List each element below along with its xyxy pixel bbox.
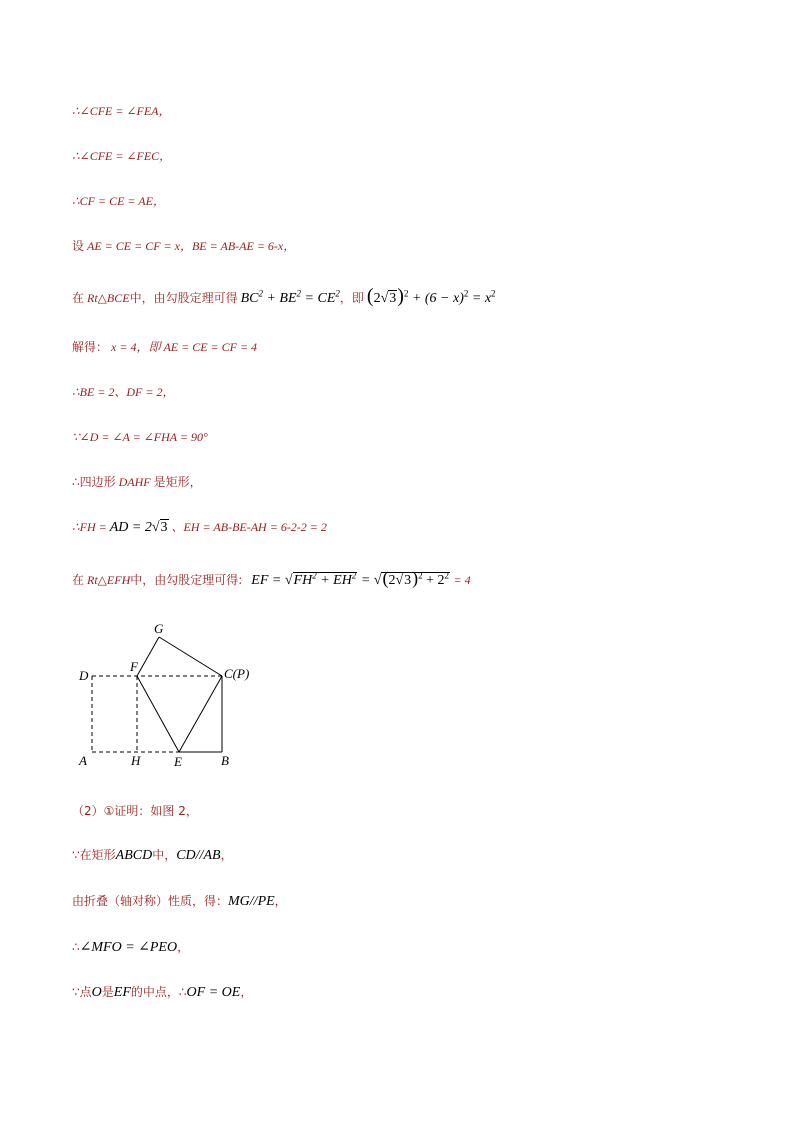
- label-h: H: [131, 753, 141, 768]
- math: CD//AB: [176, 848, 221, 863]
- math: O: [91, 985, 102, 1000]
- text: 在: [72, 291, 85, 305]
- term: = x: [471, 291, 492, 306]
- line-9: [72, 474, 202, 490]
- label-e: E: [174, 754, 182, 769]
- label-b: B: [221, 753, 229, 768]
- term: BC: [240, 291, 259, 306]
- label-a: A: [79, 753, 87, 768]
- term: + BE: [266, 291, 297, 306]
- line-6: [72, 339, 257, 355]
- text: ，即: [339, 291, 364, 305]
- text: （2）①证明：如图 2，: [72, 804, 198, 818]
- text: 是: [101, 985, 114, 999]
- text: Rt△EFH: [87, 573, 131, 587]
- line-10: [72, 519, 327, 536]
- term: + (6 − x): [411, 291, 464, 306]
- line-11: [72, 570, 471, 589]
- math: EF: [113, 985, 131, 1000]
- text: 解得：: [72, 340, 109, 354]
- segment-fe: [137, 676, 179, 752]
- paren: ): [397, 285, 404, 307]
- exp: 2: [403, 288, 409, 299]
- math: ∠MFO = ∠PEO: [79, 940, 178, 955]
- line-15: [72, 939, 189, 956]
- text: ∴∠CFE = ∠FEA，: [72, 104, 171, 118]
- term: 2: [388, 573, 396, 588]
- label-f: F: [130, 659, 138, 674]
- text: 设: [72, 239, 85, 253]
- paren: (: [382, 568, 389, 588]
- radicand: 3: [389, 291, 397, 306]
- math: OF = OE: [186, 985, 241, 1000]
- line-4: [72, 238, 295, 254]
- line-16: [72, 984, 252, 1001]
- term: AD = 2: [109, 520, 152, 535]
- line-2: [72, 148, 171, 164]
- paren: ): [412, 568, 419, 588]
- paren: (: [366, 285, 374, 307]
- radicand: 3: [404, 573, 412, 588]
- text: ∵在矩形: [72, 848, 116, 862]
- text: DAHF: [118, 475, 151, 489]
- segment-gc: [159, 637, 222, 676]
- text: ∵∠D = ∠A = ∠FHA = 90°: [72, 430, 208, 444]
- segment-ce: [179, 676, 222, 752]
- text: ∴CF = CE = AE，: [72, 194, 165, 208]
- term: =: [360, 573, 371, 588]
- segment-fg: [137, 637, 159, 676]
- label-d: D: [79, 668, 89, 683]
- exp: 2: [418, 570, 423, 581]
- line-12: [72, 803, 198, 819]
- ad-formula: AD = 2√3: [109, 520, 168, 535]
- radicand: 3: [160, 520, 168, 535]
- pythagoras-formula: [240, 288, 340, 306]
- text: 在: [72, 573, 85, 587]
- line-8: [72, 429, 208, 445]
- text: ∵点: [72, 985, 92, 999]
- term: 2: [373, 291, 381, 306]
- text: 中，由勾股定理可得:: [130, 573, 243, 587]
- exp: 2: [312, 570, 317, 581]
- exp: 2: [491, 288, 496, 299]
- text: ，: [274, 894, 287, 908]
- text: = 4: [453, 573, 471, 587]
- text: 、EH = AB-BE-AH = 6-2-2 = 2: [171, 520, 327, 534]
- text: ∴四边形: [72, 475, 116, 489]
- text: 是矩形，: [153, 475, 202, 489]
- term: + EH: [320, 573, 352, 588]
- term: = CE: [304, 291, 336, 306]
- text: ，: [240, 985, 253, 999]
- text: 由折叠（轴对称）性质，得：: [72, 894, 229, 908]
- text: AE = CE = CF = x，BE = AB-AE = 6-x，: [87, 239, 296, 253]
- text: ∴FH =: [72, 520, 107, 534]
- term: EF =: [251, 573, 282, 588]
- exp: 2: [258, 288, 263, 299]
- line-14: [72, 893, 287, 910]
- line-5: [72, 285, 496, 307]
- line-7: [72, 384, 175, 400]
- line-1: [72, 103, 171, 119]
- term: + 2: [426, 573, 445, 588]
- exp: 2: [351, 570, 357, 581]
- exp: 2: [296, 288, 302, 299]
- exp: 2: [463, 288, 469, 299]
- term: FH: [293, 573, 313, 588]
- text: ，: [220, 848, 233, 862]
- text: 中，由勾股定理可得: [129, 291, 238, 305]
- math: ABCD: [115, 848, 153, 863]
- line-13: [72, 847, 233, 864]
- label-c: C(P): [224, 666, 250, 681]
- label-g: G: [154, 621, 164, 636]
- text: ，: [177, 940, 190, 954]
- text: ∴∠CFE = ∠FEC，: [72, 149, 172, 163]
- substituted-formula: $(2√3)^2 + (6 - x)^2 = x^2$: [366, 285, 496, 307]
- math: MG//PE: [228, 894, 275, 909]
- text: ∴: [72, 940, 80, 954]
- geometry-figure: [75, 616, 275, 774]
- exp: 2: [444, 570, 450, 581]
- line-3: [72, 193, 165, 209]
- text: x = 4，即 AE = CE = CF = 4: [111, 340, 258, 354]
- ef-formula: EF = $√FH^2 + EH^2 = √(2√3)^2 + 2^2$: [251, 568, 450, 588]
- text: 的中点，∴: [130, 985, 187, 999]
- text: Rt△BCE: [87, 291, 130, 305]
- text: ∴BE = 2、DF = 2，: [72, 385, 175, 399]
- text: 中，: [152, 848, 177, 862]
- exp: 2: [335, 288, 340, 299]
